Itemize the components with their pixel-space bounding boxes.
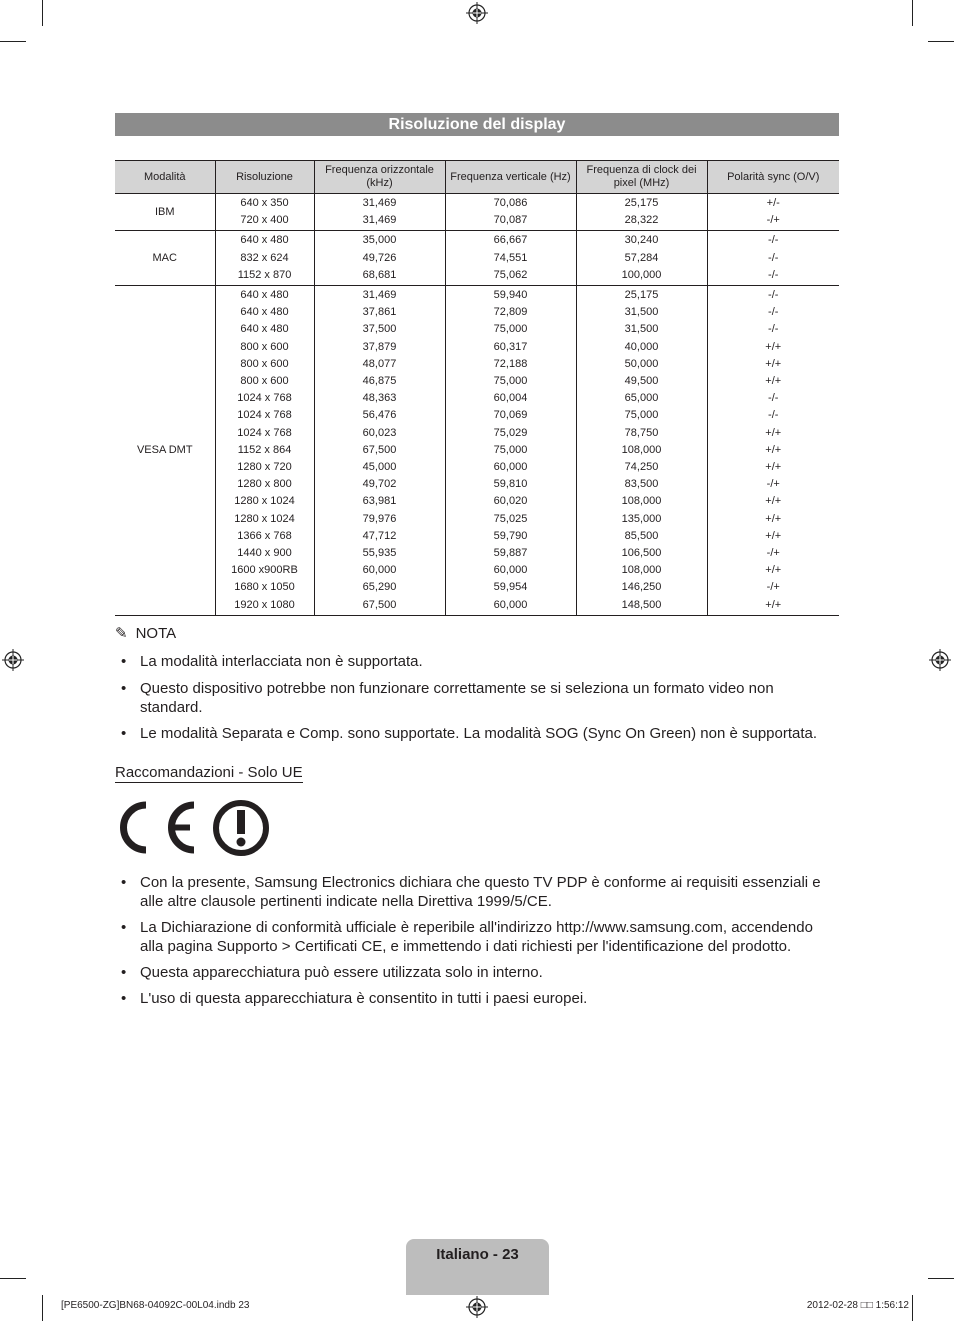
cell-value: 108,000 (621, 443, 662, 456)
registration-mark-icon (929, 649, 951, 671)
cell-value: 1280 x 800 (237, 478, 292, 491)
crop-mark (42, 0, 43, 26)
cell-value: 78,750 (624, 426, 659, 439)
cell-value: 48,363 (362, 392, 397, 405)
ce-mark-icon (116, 800, 198, 856)
cell-value: 72,809 (493, 306, 528, 319)
note-heading (115, 624, 176, 642)
list-item: • Con la presente, Samsung Electronics dichiara che questo TV PDP è conforme ai requisiti essenziali e alle altre clausole pertinenti indicate nella Direttiva 1999/5/CE. (115, 873, 839, 911)
cell-value: 37,500 (362, 323, 397, 336)
cell-value: 75,000 (624, 409, 659, 422)
registration-mark-icon (466, 2, 488, 24)
cell-value: 50,000 (624, 357, 659, 370)
cell-value: 1024 x 768 (237, 426, 292, 439)
cell-value: 800 x 600 (240, 375, 289, 388)
header-resolution: Risoluzione (215, 161, 314, 194)
cell-value: 63,981 (362, 495, 397, 508)
registration-mark-icon (466, 1296, 488, 1318)
crop-mark (928, 41, 954, 42)
cell-value: 60,000 (362, 564, 397, 577)
list-item: • La Dichiarazione di conformità ufficiale è reperibile all'indirizzo http://www.samsung.com, accendendo alla pagina Supporto > Certificati CE, e immettendo i dati richiesti per l'identificazione del prodotto. (115, 918, 839, 956)
cell-value: -/+ (766, 214, 780, 227)
header-sync-polarity: Polarità sync (O/V) (707, 161, 839, 194)
page-number-tab: Italiano - 23 (406, 1239, 549, 1295)
section-title: Risoluzione del display (115, 113, 839, 136)
file-info: [PE6500-ZG]BN68-04092C-00L04.indb 23 (61, 1300, 250, 1311)
cell-value: -/- (768, 268, 779, 281)
cell-value: 40,000 (624, 340, 659, 353)
cell-value: +/+ (765, 375, 782, 388)
value-cell (576, 194, 707, 231)
cell-value: 800 x 600 (240, 357, 289, 370)
cell-value: -/- (768, 392, 779, 405)
cell-value: 1024 x 768 (237, 409, 292, 422)
header-mode: Modalità (115, 161, 215, 194)
mode-cell: MAC (115, 231, 215, 286)
value-cell (576, 231, 707, 286)
cell-value: 1152 x 870 (237, 268, 292, 281)
cell-value: 67,500 (362, 443, 397, 456)
cell-value: 28,322 (624, 214, 659, 227)
cell-value: 83,500 (624, 478, 659, 491)
cell-value: 31,469 (362, 289, 397, 302)
cell-value: 720 x 400 (240, 214, 289, 227)
cell-value: 60,000 (493, 564, 528, 577)
value-cell (215, 194, 314, 231)
cell-value: 59,810 (493, 478, 528, 491)
value-cell (314, 194, 445, 231)
cell-value: -/- (768, 234, 779, 247)
header-horizontal-frequency: Frequenza orizzontale (kHz) (314, 161, 445, 194)
cell-value: 1280 x 1024 (234, 495, 295, 508)
print-timestamp: 2012-02-28 □□ 1:56:12 (806, 1300, 909, 1311)
cell-value: -/+ (766, 581, 780, 594)
cell-value: 70,086 (493, 197, 528, 209)
list-item: • Questo dispositivo potrebbe non funzionare correttamente se si seleziona un formato video non standard. (115, 679, 839, 717)
cell-value: 1920 x 1080 (234, 598, 295, 611)
value-cell (215, 231, 314, 286)
cell-value: 70,069 (493, 409, 528, 422)
crop-mark (42, 1295, 43, 1321)
value-cell (445, 286, 576, 616)
registration-mark-icon (2, 649, 24, 671)
cell-value: +/+ (765, 495, 782, 508)
crop-mark (0, 41, 26, 42)
cell-value: -/+ (766, 547, 780, 560)
cell-value: 30,240 (624, 234, 659, 247)
crop-mark (0, 1278, 26, 1279)
list-item: • La modalità interlacciata non è supportata. (115, 652, 839, 671)
cell-value: 74,250 (624, 461, 659, 474)
table-row (115, 194, 839, 231)
cell-value: -/- (768, 306, 779, 319)
cell-value: 74,551 (493, 251, 528, 264)
cell-value: 1366 x 768 (237, 529, 292, 542)
cell-value: 25,175 (624, 289, 659, 302)
cell-value: 37,861 (362, 306, 397, 319)
cell-value: 57,284 (624, 251, 659, 264)
alert-mark-icon (212, 799, 270, 857)
list-item: • L'uso di questa apparecchiatura è consentito in tutti i paesi europei. (115, 989, 839, 1008)
cell-value: -/- (768, 289, 779, 302)
cell-value: 67,500 (362, 598, 397, 611)
cell-value: 59,887 (493, 547, 528, 560)
cell-value: 1280 x 720 (237, 461, 292, 474)
cell-value: 1024 x 768 (237, 392, 292, 405)
cell-value: 640 x 480 (240, 323, 289, 336)
cell-value: 45,000 (362, 461, 397, 474)
cell-value: +/- (766, 197, 780, 209)
cell-value: 60,004 (493, 392, 528, 405)
cell-value: 60,020 (493, 495, 528, 508)
cell-value: 72,188 (493, 357, 528, 370)
cell-value: 55,935 (362, 547, 397, 560)
mode-cell: IBM (115, 194, 215, 231)
cell-value: 31,469 (362, 197, 397, 209)
cell-value: 59,790 (493, 529, 528, 542)
cell-value: 1440 x 900 (237, 547, 292, 560)
cell-value: 31,500 (624, 323, 659, 336)
cell-value: 640 x 480 (240, 234, 289, 247)
cell-value: 49,726 (362, 251, 397, 264)
cell-value: 46,875 (362, 375, 397, 388)
cell-value: 1152 x 864 (237, 443, 292, 456)
cell-value: 640 x 480 (240, 289, 289, 302)
cell-value: +/+ (765, 357, 782, 370)
cell-value: 75,000 (493, 323, 528, 336)
cell-value: 37,879 (362, 340, 397, 353)
header-pixel-clock: Frequenza di clock dei pixel (MHz) (576, 161, 707, 194)
table-row (115, 231, 839, 286)
recommendations-list (115, 873, 839, 1008)
cell-value: 59,940 (493, 289, 528, 302)
table-row (115, 286, 839, 616)
cell-value: 56,476 (362, 409, 397, 422)
cell-value: 35,000 (362, 234, 397, 247)
cell-value: 68,681 (362, 268, 397, 281)
value-cell (445, 231, 576, 286)
cell-value: 108,000 (621, 564, 662, 577)
cell-value: 25,175 (624, 197, 659, 209)
cell-value: 47,712 (362, 529, 397, 542)
cell-value: 75,029 (493, 426, 528, 439)
cell-value: 146,250 (621, 581, 662, 594)
value-cell (314, 231, 445, 286)
cell-value: 70,087 (493, 214, 528, 227)
cell-value: 640 x 350 (240, 197, 289, 209)
cell-value: 49,500 (624, 375, 659, 388)
cell-value: +/+ (765, 461, 782, 474)
cell-value: 60,000 (493, 461, 528, 474)
cell-value: +/+ (765, 598, 782, 611)
resolution-table (115, 160, 839, 616)
cell-value: -/- (768, 251, 779, 264)
cell-value: 640 x 480 (240, 306, 289, 319)
mode-cell: VESA DMT (115, 286, 215, 616)
cell-value: 60,023 (362, 426, 397, 439)
header-vertical-frequency: Frequenza verticale (Hz) (445, 161, 576, 194)
cell-value: 31,469 (362, 214, 397, 227)
cell-value: 49,702 (362, 478, 397, 491)
list-item: • Questa apparecchiatura può essere utilizzata solo in interno. (115, 963, 839, 982)
value-cell (707, 231, 839, 286)
recommendations-heading: Raccomandazioni - Solo UE (115, 764, 303, 781)
cell-value: +/+ (765, 443, 782, 456)
cell-value: 31,500 (624, 306, 659, 319)
cell-value: 106,500 (621, 547, 662, 560)
note-label: NOTA (135, 625, 177, 642)
cell-value: -/- (768, 323, 779, 336)
cell-value: +/+ (765, 529, 782, 542)
crop-mark (912, 0, 913, 26)
pencil-icon: ✎ (115, 625, 128, 642)
cell-value: 65,290 (362, 581, 397, 594)
cell-value: 75,000 (493, 375, 528, 388)
cell-value: -/- (768, 409, 779, 422)
cell-value: +/+ (765, 426, 782, 439)
cell-value: 75,000 (493, 443, 528, 456)
value-cell (445, 194, 576, 231)
cell-value: 60,000 (493, 598, 528, 611)
cell-value: +/+ (765, 340, 782, 353)
cell-value: 75,062 (493, 268, 528, 281)
cell-value: 66,667 (493, 234, 528, 247)
value-cell (215, 286, 314, 616)
cell-value: 75,025 (493, 512, 528, 525)
value-cell (314, 286, 445, 616)
list-item: • Le modalità Separata e Comp. sono supportate. La modalità SOG (Sync On Green) non è supportata. (115, 724, 839, 743)
cell-value: +/+ (765, 564, 782, 577)
cell-value: 108,000 (621, 495, 662, 508)
cell-value: 48,077 (362, 357, 397, 370)
cell-value: 832 x 624 (240, 251, 289, 264)
cell-value: 79,976 (362, 512, 397, 525)
cell-value: 1680 x 1050 (234, 581, 295, 594)
note-list (115, 652, 839, 743)
cell-value: 1280 x 1024 (234, 512, 295, 525)
cell-value: 135,000 (621, 512, 662, 525)
value-cell (576, 286, 707, 616)
cell-value: 100,000 (621, 268, 662, 281)
cell-value: 65,000 (624, 392, 659, 405)
cell-value: 60,317 (493, 340, 528, 353)
cell-value: -/+ (766, 478, 780, 491)
value-cell (707, 194, 839, 231)
value-cell (707, 286, 839, 616)
crop-mark (928, 1278, 954, 1279)
cell-value: 59,954 (493, 581, 528, 594)
cell-value: 1600 x900RB (231, 564, 298, 577)
table-header-row (115, 161, 839, 194)
cell-value: 85,500 (624, 529, 659, 542)
cell-value: 148,500 (621, 598, 662, 611)
cell-value: 800 x 600 (240, 340, 289, 353)
crop-mark (912, 1295, 913, 1321)
cell-value: +/+ (765, 512, 782, 525)
